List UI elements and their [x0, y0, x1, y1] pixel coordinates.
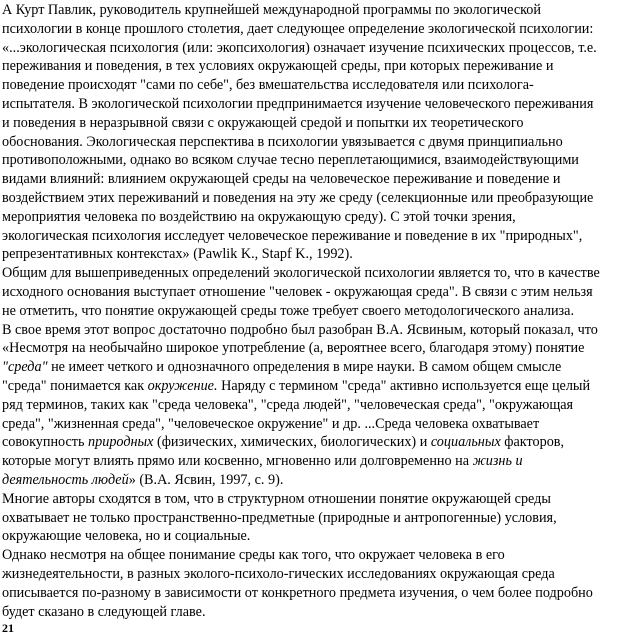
text-line — [2, 76, 616, 95]
text-segment: описывается по-разному в зависимости от конкретного предмета изучения, о чем более подробно — [2, 584, 593, 601]
paragraph — [2, 490, 616, 546]
text-line — [2, 302, 616, 321]
italic-text: жизнь и — [472, 453, 523, 470]
text-line — [2, 358, 616, 377]
text-line — [2, 227, 616, 246]
text-segment: обоснования. Экологическая перспектива в психологии увязывается с двумя принципиально — [2, 133, 563, 150]
text-line — [2, 283, 616, 302]
text-segment: переживания и поведения, в тех условиях окружающей среды, при которых переживание и — [2, 58, 554, 75]
text-line — [2, 565, 616, 584]
text-segment: охватывает не только пространственно-предметные (природные и антропогенные) условия, — [2, 509, 557, 526]
text-segment: и поведения в неразрывной связи с окружающей средой и попытки их теоретического — [2, 114, 524, 131]
text-line — [2, 509, 616, 528]
italic-text: социальных — [430, 434, 501, 451]
text-segment: репрезентативных контекстах» (Pawlik K., Stapf K., 1992). — [2, 246, 353, 263]
text-line — [2, 1, 616, 20]
text-line — [2, 396, 616, 415]
text-segment: не отметить, что понятие окружающей среды тоже требует своего методологического анализа. — [2, 302, 575, 319]
text-segment: А Курт Павлик, руководитель крупнейшей международной программы по экологической — [2, 2, 541, 18]
text-segment: В свое время этот вопрос достаточно подробно был разобран В.А. Ясвиным, который показал, что — [2, 321, 598, 338]
text-segment: не имеет четкого и однозначного определения в мире науки. В самом общем смысле — [47, 359, 562, 376]
text-segment: психологии в конце прошлого столетия, дает следующее определение экологической психологии: — [2, 20, 594, 37]
paragraph — [2, 321, 616, 490]
text-line — [2, 490, 616, 509]
text-segment: Многие авторы сходятся в том, что в структурном отношении понятие окружающей среды — [2, 490, 551, 507]
italic-text: природных — [88, 434, 154, 451]
text-line — [2, 189, 616, 208]
text-segment: противоположными, однако во всяком случае тесно переплетающимися, взаимодействующими — [2, 152, 579, 169]
text-line — [2, 151, 616, 170]
text-line — [2, 377, 616, 396]
paragraph — [2, 264, 616, 320]
text-segment: жизнедеятельности, в разных эколого-психоло-гических исследованиях окружающая среда — [2, 565, 555, 582]
text-segment: экологическая психология исследует человеческое переживание и поведение в их "природных", — [2, 227, 583, 244]
text-segment: исходного основания выступает отношение "человек - окружающая среда". В связи с этим нельзя — [2, 283, 593, 300]
text-line — [2, 415, 616, 434]
paragraph — [2, 1, 616, 264]
text-line — [2, 433, 616, 452]
text-segment: мероприятия человека по воздействию на окружающую среду). С этой точки зрения, — [2, 208, 516, 225]
text-segment: «Несмотря на необычайно широкое употребление (а, вероятнее всего, благодаря этому) понятие — [2, 340, 585, 357]
italic-text: окружение. — [147, 377, 218, 394]
text-line — [2, 471, 616, 490]
text-segment: которые могут влиять прямо или косвенно, мгновенно или долговременно на — [2, 453, 473, 470]
text-line — [2, 57, 616, 76]
text-line — [2, 452, 616, 471]
text-segment: "среда" понимается как — [2, 377, 148, 394]
text-line — [2, 321, 616, 340]
text-segment: совокупность — [2, 434, 89, 451]
text-line — [2, 170, 616, 189]
text-segment: Однако несмотря на общее понимание среды как того, что окружает человека в его — [2, 547, 505, 564]
text-segment: Наряду с термином "среда" активно используется еще целый — [217, 377, 591, 394]
italic-text: "среда" — [2, 359, 48, 376]
text-segment: » (В.А. Ясвин, 1997, с. 9). — [128, 471, 284, 488]
text-line — [2, 527, 616, 546]
text-line — [2, 264, 616, 283]
text-segment: Общим для вышеприведенных определений экологической психологии является то, что в качестве — [2, 265, 600, 282]
text-segment: (физических, химических, биологических) и — [153, 434, 431, 451]
text-segment: поведение происходят "сами по себе", без вмешательства исследователя или психолога- — [2, 77, 534, 94]
text-line — [2, 95, 616, 114]
text-segment: ряд терминов, таких как "среда человека", "среда людей", "человеческая среда", "окружающая — [2, 396, 574, 413]
body-text — [2, 1, 616, 621]
text-segment: «...экологическая психология (или: экопсихология) означает изучение психических процессов, т.е. — [2, 39, 597, 56]
text-line — [2, 245, 616, 264]
text-line — [2, 20, 616, 39]
text-line — [2, 114, 616, 133]
text-segment: видами влияний: влиянием окружающей среды на человеческое переживание и поведение и — [2, 171, 561, 188]
text-line — [2, 208, 616, 227]
text-segment: среда", "жизненная среда", "человеческое окружение" и др. ...Среда человека охватывает — [2, 415, 540, 432]
text-line — [2, 339, 616, 358]
text-line — [2, 603, 616, 622]
text-line — [2, 133, 616, 152]
text-segment: будет сказано в следующей главе. — [2, 603, 206, 620]
text-segment: воздействием этих переживаний и поведения на эту же среду (селекционные или преобразующие — [2, 189, 594, 206]
text-line — [2, 546, 616, 565]
text-segment: окружающие человека, но и социальные. — [2, 528, 251, 545]
paragraph — [2, 546, 616, 621]
text-line — [2, 584, 616, 603]
text-segment: испытателя. В экологической психологии предпринимается изучение человеческого переживания — [2, 95, 594, 112]
text-segment: факторов, — [500, 434, 565, 451]
italic-text: деятельность людей — [2, 471, 129, 488]
text-line — [2, 39, 616, 58]
page-number: 21 — [2, 621, 14, 635]
